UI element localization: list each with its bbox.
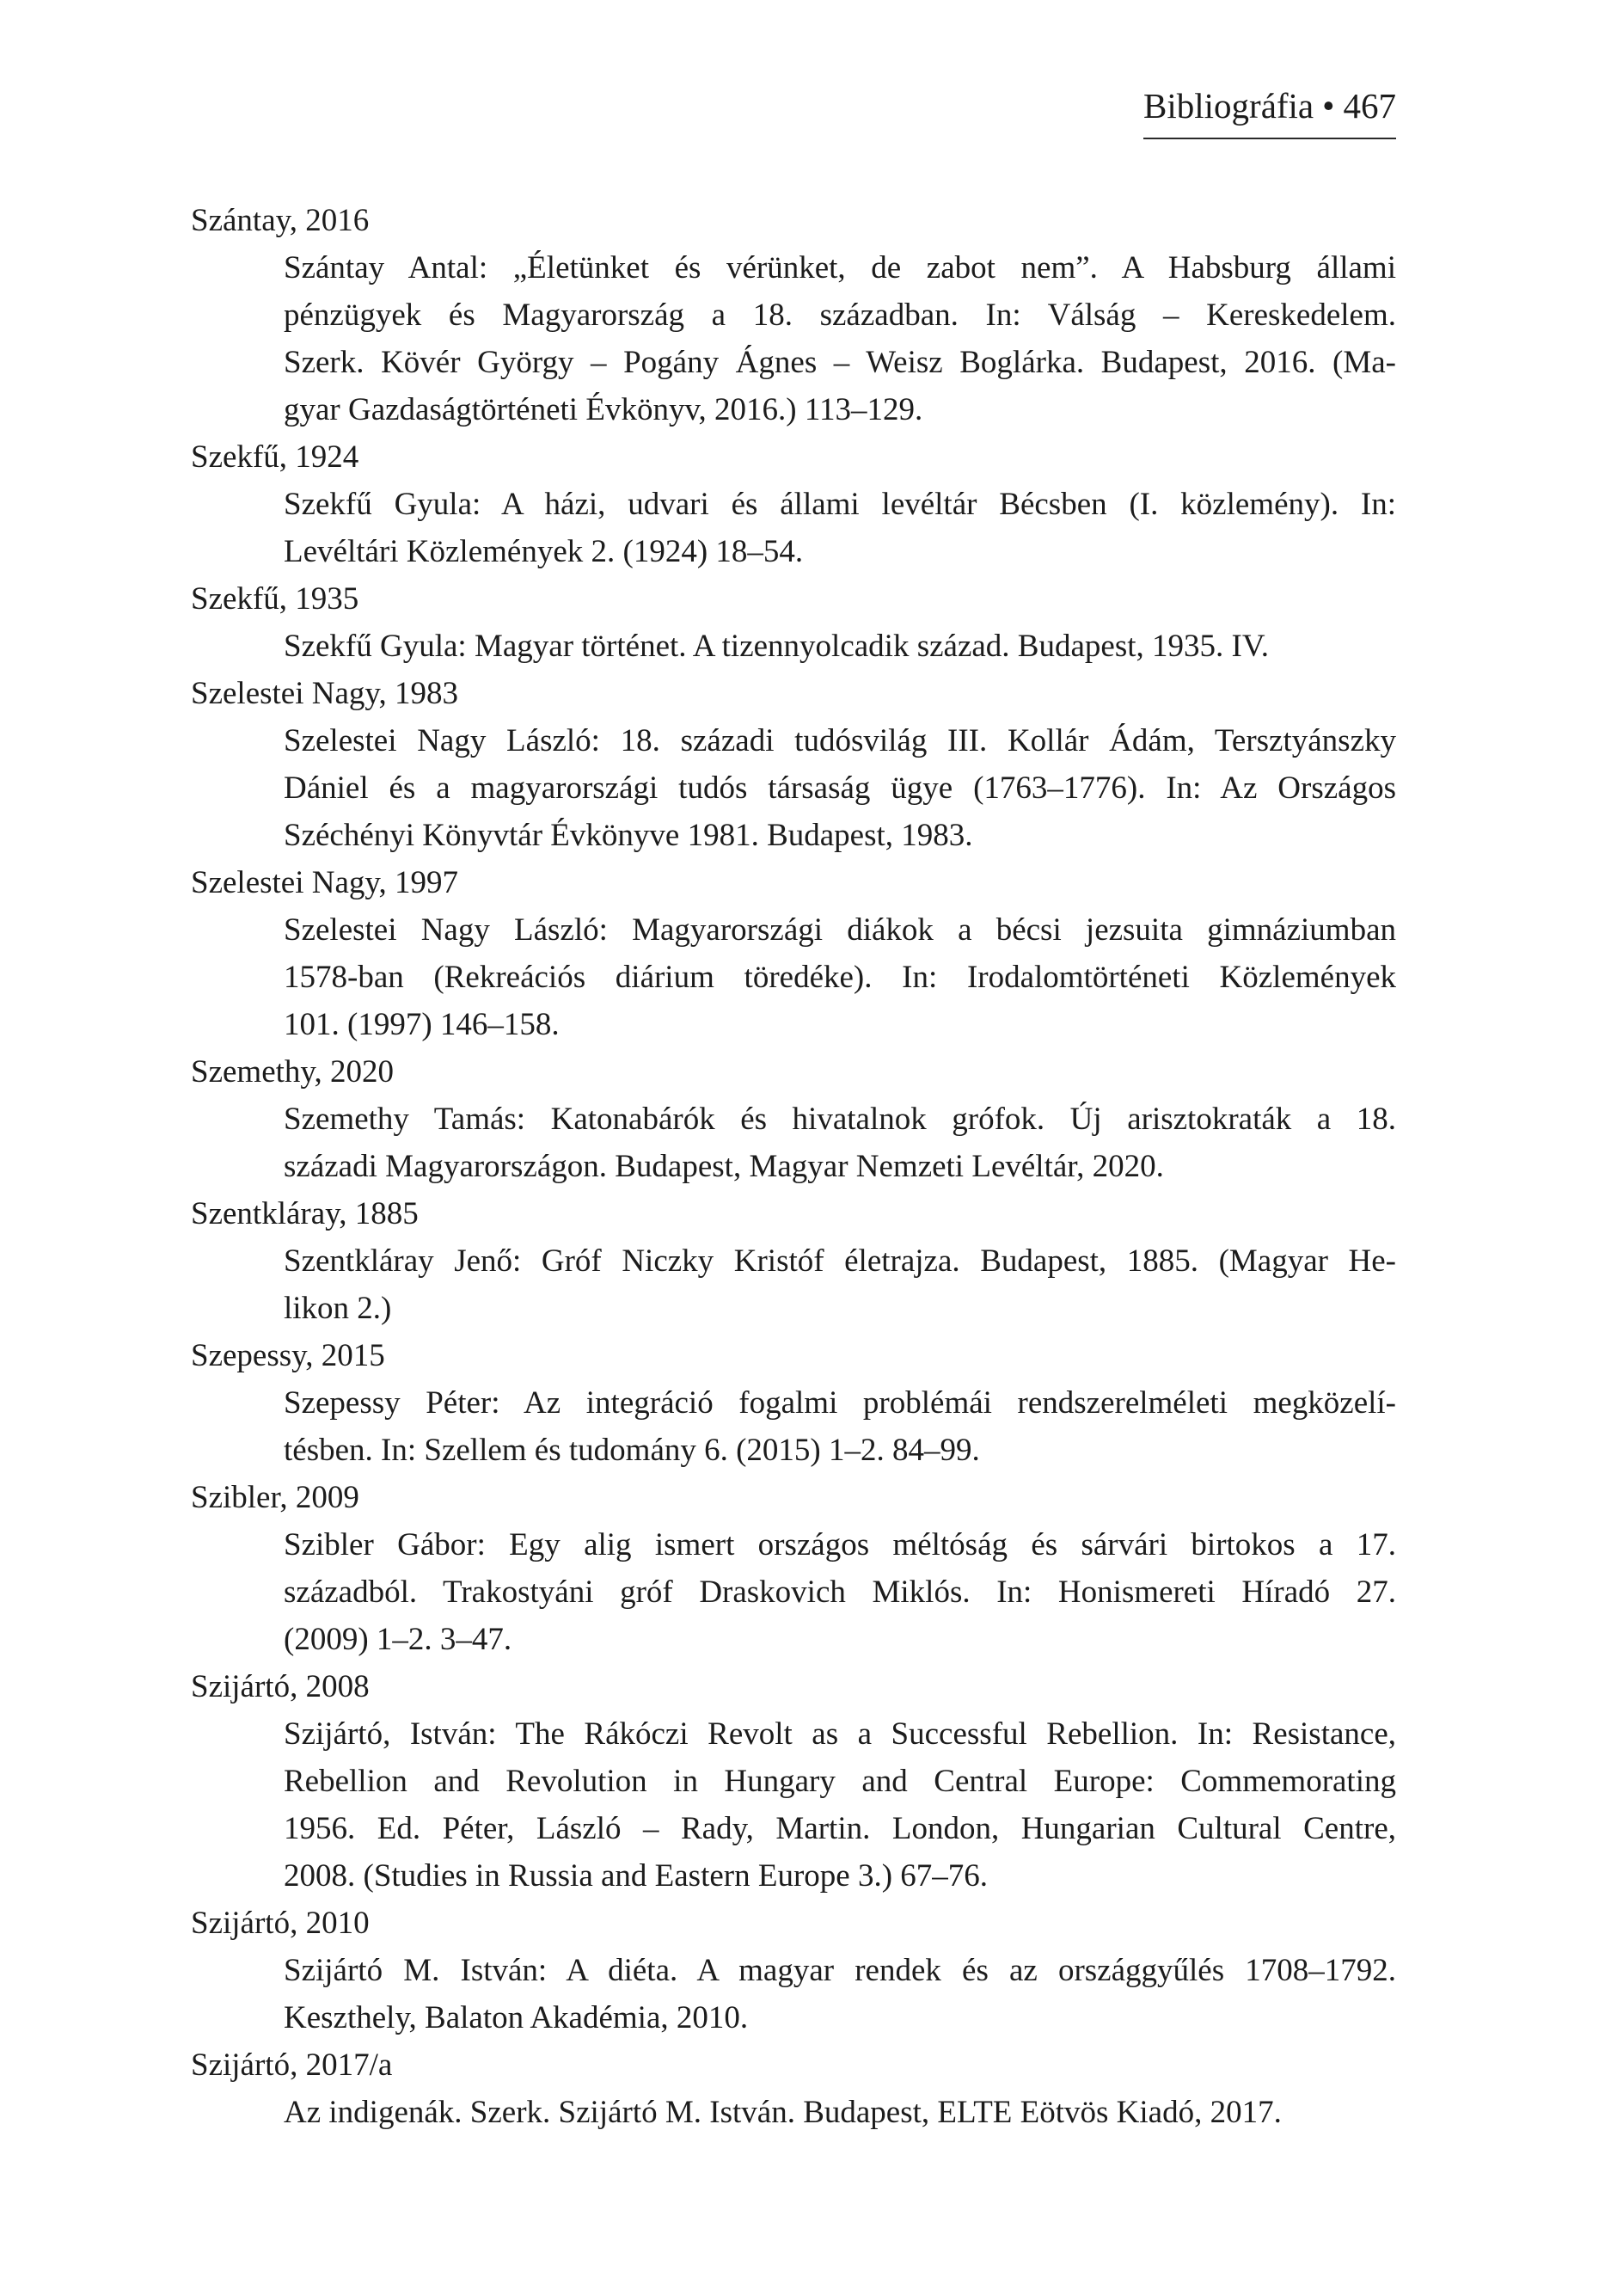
entry-key: Szentkláray, 1885 [191, 1196, 419, 1231]
citation-line: Szepessy Péter: Az integráció fogalmi problémái rendszerelméleti megközelí- [284, 1385, 1396, 1421]
entry-key: Szekfű, 1924 [191, 439, 359, 475]
bibliography-entry [191, 1048, 1396, 1190]
page-number: 467 [1343, 86, 1396, 126]
bibliography-entry [191, 859, 1396, 1048]
citation-line: (2009) 1–2. 3–47. [284, 1622, 512, 1657]
bullet-separator: • [1322, 86, 1335, 126]
citation-line: Szekfű Gyula: Magyar történet. A tizennyolcadik század. Budapest, 1935. IV. [284, 629, 1270, 664]
entry-citation [284, 1096, 1396, 1190]
entry-citation [284, 1947, 1396, 2041]
entry-key: Szelestei Nagy, 1983 [191, 676, 458, 711]
bibliography-entry [191, 575, 1396, 670]
citation-line: tésben. In: Szellem és tudomány 6. (2015) 1–2. 84–99. [284, 1433, 980, 1468]
bibliography-entry [191, 1663, 1396, 1900]
citation-line: Szerk. Kövér György – Pogány Ágnes – Weisz Boglárka. Budapest, 2016. (Ma- [284, 345, 1396, 380]
bibliography-entry [191, 1474, 1396, 1663]
citation-line: Szelestei Nagy László: 18. századi tudósvilág III. Kollár Ádám, Tersztyánszky [284, 723, 1396, 758]
running-head [1143, 84, 1396, 139]
entry-key: Szántay, 2016 [191, 203, 370, 238]
citation-line: Szijártó, István: The Rákóczi Revolt as a Successful Rebellion. In: Resistance, [284, 1716, 1396, 1752]
entry-citation [284, 1379, 1396, 1474]
entry-key: Szekfű, 1935 [191, 581, 359, 617]
citation-line: Szekfű Gyula: A házi, udvari és állami levéltár Bécsben (I. közlemény). In: [284, 487, 1396, 522]
citation-line: Az indigenák. Szerk. Szijártó M. István. Budapest, ELTE Eötvös Kiadó, 2017. [284, 2095, 1282, 2130]
bibliography-entry [191, 670, 1396, 859]
entry-citation [284, 623, 1396, 670]
citation-line: 1578-ban (Rekreációs diárium töredéke). In: Irodalomtörténeti Közlemények [284, 960, 1396, 995]
entry-key: Szijártó, 2010 [191, 1906, 370, 1941]
entry-key: Szijártó, 2008 [191, 1669, 370, 1704]
entry-key: Szibler, 2009 [191, 1480, 359, 1515]
entry-citation [284, 1237, 1396, 1332]
citation-line: századi Magyarországon. Budapest, Magyar Nemzeti Levéltár, 2020. [284, 1149, 1164, 1184]
citation-line: Rebellion and Revolution in Hungary and Central Europe: Commemorating [284, 1764, 1396, 1799]
citation-line: Szentkláray Jenő: Gróf Niczky Kristóf életrajza. Budapest, 1885. (Magyar He- [284, 1243, 1396, 1279]
entry-citation [284, 481, 1396, 575]
entry-key: Szelestei Nagy, 1997 [191, 865, 458, 900]
entry-key: Szijártó, 2017/a [191, 2047, 393, 2083]
bibliography-list [191, 197, 1396, 2136]
citation-line: 2008. (Studies in Russia and Eastern Europe 3.) 67–76. [284, 1858, 989, 1894]
citation-line: Szibler Gábor: Egy alig ismert országos méltóság és sárvári birtokos a 17. [284, 1527, 1396, 1562]
citation-line: 1956. Ed. Péter, László – Rady, Martin. London, Hungarian Cultural Centre, [284, 1811, 1396, 1846]
citation-line: Levéltári Közlemények 2. (1924) 18–54. [284, 534, 804, 569]
citation-line: pénzügyek és Magyarország a 18. században. In: Válság – Kereskedelem. [284, 298, 1396, 333]
entry-citation [284, 2089, 1396, 2136]
entry-key: Szepessy, 2015 [191, 1338, 385, 1373]
section-title: Bibliográfia [1143, 86, 1314, 126]
citation-line: likon 2.) [284, 1291, 392, 1326]
bibliography-entry [191, 1190, 1396, 1332]
citation-line: Szemethy Tamás: Katonabárók és hivatalnok grófok. Új arisztokraták a 18. [284, 1102, 1396, 1137]
entry-key: Szemethy, 2020 [191, 1054, 395, 1090]
citation-line: 101. (1997) 146–158. [284, 1007, 560, 1042]
citation-line: Szántay Antal: „Életünket és vérünket, de zabot nem”. A Habsburg állami [284, 250, 1396, 285]
citation-line: Szelestei Nagy László: Magyarországi diákok a bécsi jezsuita gimnáziumban [284, 912, 1396, 948]
bibliography-entry [191, 1900, 1396, 2041]
citation-line: Keszthely, Balaton Akadémia, 2010. [284, 2000, 749, 2035]
bibliography-entry [191, 1332, 1396, 1474]
entry-citation [284, 717, 1396, 859]
entry-citation [284, 244, 1396, 433]
bibliography-entry [191, 197, 1396, 433]
citation-line: Széchényi Könyvtár Évkönyve 1981. Budapest, 1983. [284, 818, 973, 853]
citation-line: Szijártó M. István: A diéta. A magyar rendek és az országgyűlés 1708–1792. [284, 1953, 1396, 1988]
entry-citation [284, 1521, 1396, 1663]
bibliography-entry [191, 433, 1396, 575]
citation-line: gyar Gazdaságtörténeti Évkönyv, 2016.) 113–129. [284, 392, 923, 427]
citation-line: Dániel és a magyarországi tudós társaság ügye (1763–1776). In: Az Országos [284, 770, 1396, 806]
citation-line: századból. Trakostyáni gróf Draskovich Miklós. In: Honismereti Híradó 27. [284, 1575, 1396, 1610]
bibliography-entry [191, 2041, 1396, 2136]
entry-citation [284, 906, 1396, 1048]
entry-citation [284, 1710, 1396, 1900]
